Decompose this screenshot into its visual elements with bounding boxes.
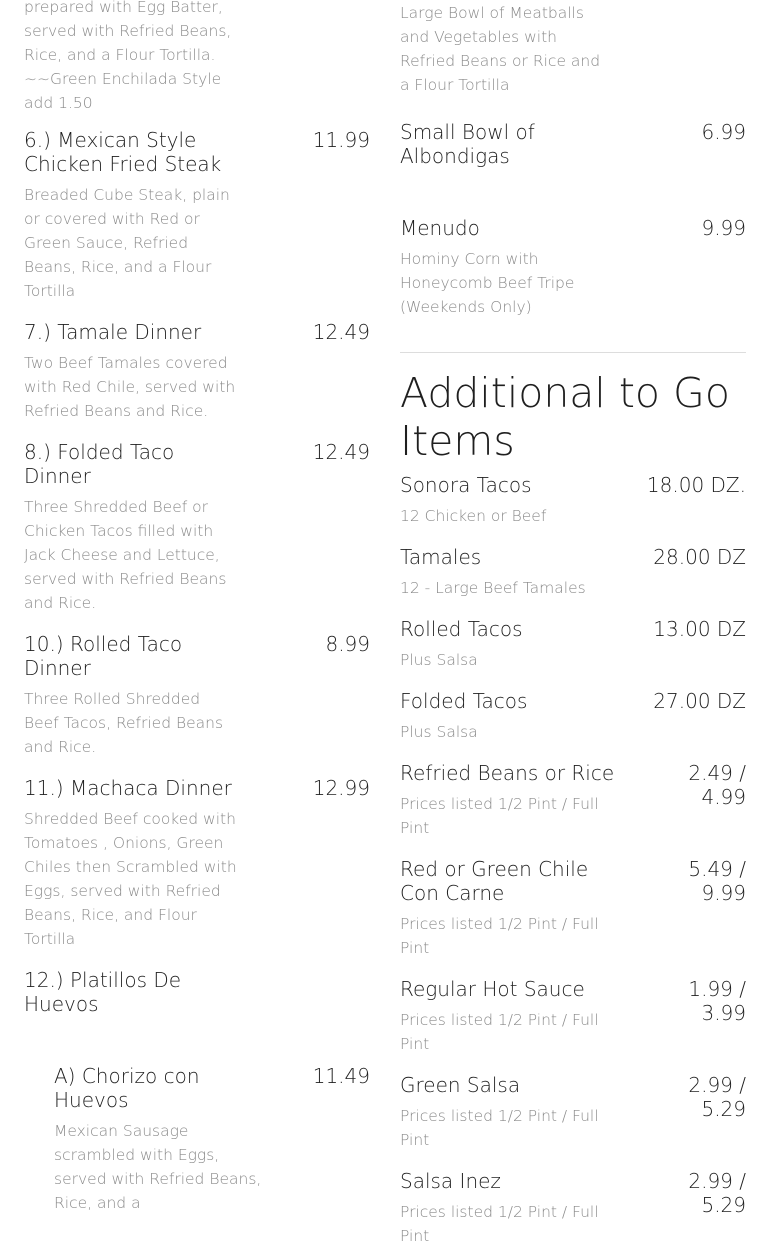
menu-item-chicken-fried-steak bbox=[24, 128, 370, 303]
item-name: Red or Green Chile Con Carne bbox=[400, 857, 589, 905]
item-description: Hominy Corn with Honeycomb Beef Tripe (Weekends Only) bbox=[400, 250, 575, 316]
item-description: Two Beef Tamales covered with Red Chile, served with Refried Beans and Rice. bbox=[24, 354, 236, 420]
item-price: 5.49 / 9.99 bbox=[688, 857, 746, 905]
item-price: 9.99 bbox=[701, 216, 746, 240]
item-description: Plus Salsa bbox=[400, 723, 478, 741]
menu-item-refried-beans-or-rice bbox=[400, 761, 746, 840]
menu-item-sonora-tacos bbox=[400, 473, 746, 528]
section-title: Additional to Go Items bbox=[400, 369, 730, 465]
item-name: 12.) Platillos De Huevos bbox=[24, 968, 182, 1016]
item-price: 11.49 bbox=[312, 1064, 370, 1088]
item-description: Plus Salsa bbox=[400, 651, 478, 669]
item-description: Three Rolled Shredded Beef Tacos, Refried Beans and Rice. bbox=[24, 690, 224, 756]
menu-item-menudo bbox=[400, 216, 746, 319]
item-description: Mexican Sausage scrambled with Eggs, served with Refried Beans, Rice, and a bbox=[54, 1122, 262, 1212]
menu-item-machaca-dinner bbox=[24, 776, 370, 951]
item-description: Prices listed 1/2 Pint / Full Pint bbox=[400, 1107, 599, 1149]
item-name: 11.) Machaca Dinner bbox=[24, 776, 232, 800]
item-description: Prices listed 1/2 Pint / Full Pint bbox=[400, 1203, 599, 1245]
item-name: Menudo bbox=[400, 216, 480, 240]
menu-item-salsa-inez bbox=[400, 1169, 746, 1248]
item-name: 6.) Mexican Style Chicken Fried Steak bbox=[24, 128, 222, 176]
item-name: Refried Beans or Rice bbox=[400, 761, 615, 785]
menu-item-large-albondigas bbox=[400, 1, 746, 97]
item-name: Sonora Tacos bbox=[400, 473, 532, 497]
item-name: Small Bowl of Albondigas bbox=[400, 120, 535, 168]
item-name: 7.) Tamale Dinner bbox=[24, 320, 202, 344]
item-description: 12 - Large Beef Tamales bbox=[400, 579, 586, 597]
menu-item-chile-con-carne bbox=[400, 857, 746, 960]
menu-item-folded-tacos bbox=[400, 689, 746, 744]
item-price: 18.00 DZ. bbox=[646, 473, 746, 497]
item-name: 10.) Rolled Taco Dinner bbox=[24, 632, 183, 680]
menu-item-folded-taco-dinner bbox=[24, 440, 370, 615]
menu-item-small-albondigas bbox=[400, 120, 746, 168]
item-description: Breaded Cube Steak, plain or covered with Red or Green Sauce, Refried Beans, Rice, and a Flour Tortilla bbox=[24, 186, 230, 300]
continued-item-description: prepared with Egg Batter, served with Refried Beans, Rice, and a Flour Tortilla. ~~Green Enchilada Style add 1.50 bbox=[24, 0, 232, 112]
item-description: Shredded Beef cooked with Tomatoes , Onions, Green Chiles then Scrambled with Eggs, served with Refried Beans, Rice, and Flour Tortilla bbox=[24, 810, 237, 948]
item-name: Regular Hot Sauce bbox=[400, 977, 585, 1001]
item-description: Prices listed 1/2 Pint / Full Pint bbox=[400, 1011, 599, 1053]
item-description: Prices listed 1/2 Pint / Full Pint bbox=[400, 795, 599, 837]
item-price: 2.49 / 4.99 bbox=[688, 761, 746, 809]
item-description: Large Bowl of Meatballs and Vegetables with Refried Beans or Rice and a Flour Tortilla bbox=[400, 4, 601, 94]
item-name: Green Salsa bbox=[400, 1073, 521, 1097]
item-price: 13.00 DZ bbox=[653, 617, 746, 641]
item-price: 11.99 bbox=[312, 128, 370, 152]
item-description: Prices listed 1/2 Pint / Full Pint bbox=[400, 915, 599, 957]
menu-item-regular-hot-sauce bbox=[400, 977, 746, 1056]
item-description: 12 Chicken or Beef bbox=[400, 507, 547, 525]
item-price: 2.99 / 5.29 bbox=[688, 1169, 746, 1217]
menu-subitem-chorizo-con-huevos bbox=[54, 1064, 370, 1215]
menu-item-tamale-dinner bbox=[24, 320, 370, 423]
item-name: Tamales bbox=[400, 545, 482, 569]
item-name: 8.) Folded Taco Dinner bbox=[24, 440, 175, 488]
menu-item-rolled-taco-dinner bbox=[24, 632, 370, 759]
item-price: 12.99 bbox=[312, 776, 370, 800]
item-name: Rolled Tacos bbox=[400, 617, 523, 641]
item-price: 1.99 / 3.99 bbox=[688, 977, 746, 1025]
item-price: 2.99 / 5.29 bbox=[688, 1073, 746, 1121]
item-price: 27.00 DZ bbox=[653, 689, 746, 713]
section-divider bbox=[400, 352, 746, 353]
item-price: 28.00 DZ bbox=[653, 545, 746, 569]
item-price: 8.99 bbox=[325, 632, 370, 656]
item-price: 12.49 bbox=[312, 320, 370, 344]
item-name: Salsa Inez bbox=[400, 1169, 501, 1193]
item-price: 12.49 bbox=[312, 440, 370, 464]
menu-item-green-salsa bbox=[400, 1073, 746, 1152]
menu-item-rolled-tacos bbox=[400, 617, 746, 672]
item-name: Folded Tacos bbox=[400, 689, 528, 713]
item-description: Three Shredded Beef or Chicken Tacos filled with Jack Cheese and Lettuce, served with Refried Beans and Rice. bbox=[24, 498, 227, 612]
menu-item-tamales bbox=[400, 545, 746, 600]
menu-item-platillos-de-huevos bbox=[24, 968, 370, 1016]
item-name: A) Chorizo con Huevos bbox=[54, 1064, 200, 1112]
item-price: 6.99 bbox=[701, 120, 746, 144]
